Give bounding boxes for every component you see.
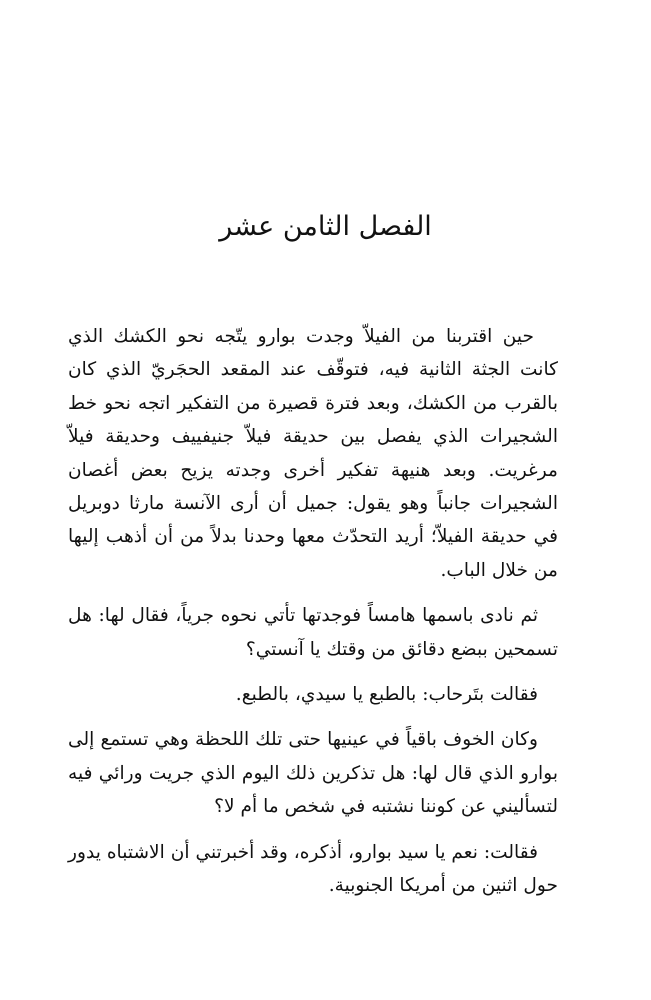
chapter-title: الفصل الثامن عشر xyxy=(219,211,432,242)
paragraph-2: ثم نادى باسمها هامساً فوجدتها تأتي نحوه جرياً، فقال لها: هل تسمحين ببضع دقائق من وقتك يا آنستي؟ xyxy=(68,605,558,660)
paragraph-4: وكان الخوف باقياً في عينيها حتى تلك اللحظة وهي تستمع إلى بوارو الذي قال لها: هل تذكرين ذلك اليوم الذي جريت ورائي فيه لتسأليني عن كوننا نشتبه في شخص ما أم لا؟ xyxy=(68,729,558,818)
chapter-body xyxy=(68,320,558,915)
paragraph-5: فقالت: نعم يا سيد بوارو، أذكره، وقد أخبرتني أن الاشتباه يدور حول اثنين من أمريكا الجنوبية. xyxy=(68,841,558,897)
paragraph-1: حين اقتربنا من الفيلاّ وجدت بوارو يتّجه نحو الكشك الذي كانت الجثة الثانية فيه، فتوقّف عند المقعد الحجَريّ الذي كان بالقرب من الكشك، وبعد فترة قصيرة من التفكير اتجه نحو خط الشجيرات الذي يفصل بين حديقة فيلاّ جنيفييف وحديقة فيلاّ مرغريت. وبعد هنيهة تفكير أخرى وجدته يزيح بعض أغصان الشجيرات جانباً وهو يقول: جميل أن أرى الآنسة مارثا دوبريل في حديقة الفيلاّ؛ أريد التحدّث معها وحدنا بدلاً من أن أذهب إليها من خلال الباب. xyxy=(68,326,558,581)
paragraph-3: فقالت بتَرحاب: بالطبع يا سيدي، بالطبع. xyxy=(235,684,538,706)
